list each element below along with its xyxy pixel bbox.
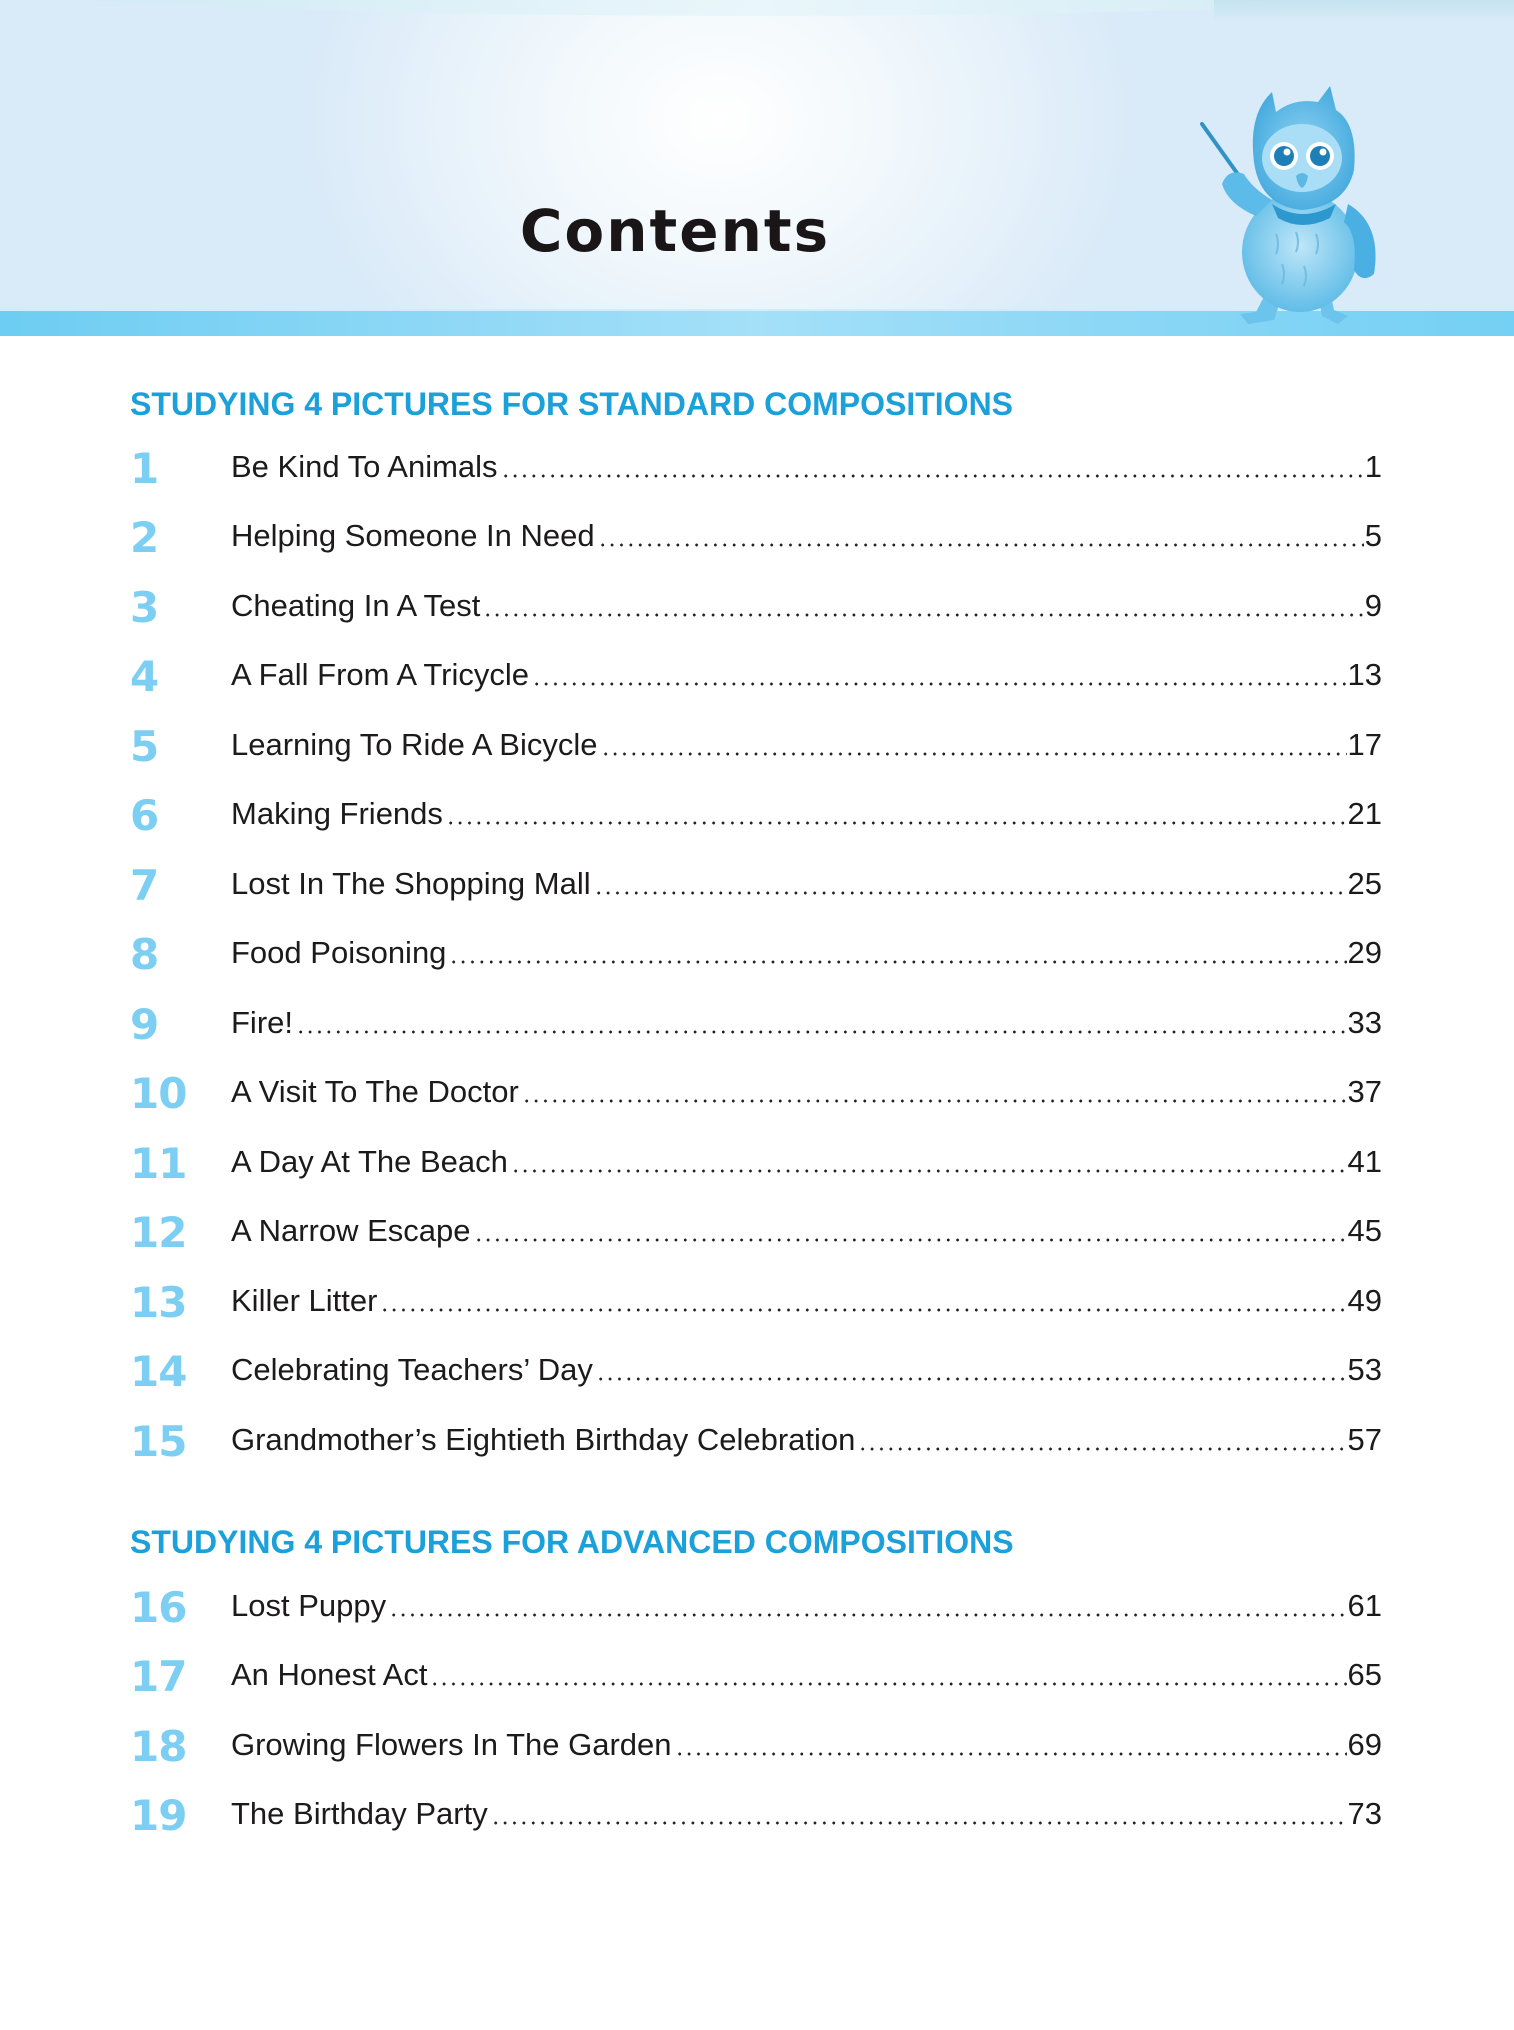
entry-page: 45	[1347, 1213, 1382, 1248]
entry-number: 11	[130, 1139, 187, 1188]
dot-leader	[532, 682, 1347, 686]
entry-title: Celebrating Teachers’ Day	[231, 1352, 593, 1387]
dot-leader	[430, 1682, 1346, 1686]
entry-page: 49	[1347, 1283, 1382, 1318]
entry-page: 69	[1347, 1727, 1382, 1762]
entry-number: 4	[130, 652, 159, 701]
entry-page: 61	[1347, 1588, 1382, 1623]
dot-leader	[594, 891, 1347, 895]
dot-leader	[511, 1169, 1347, 1173]
entry-page: 29	[1347, 935, 1382, 970]
entry-title: Cheating In A Test	[231, 588, 481, 623]
toc-entry[interactable]	[130, 1208, 1382, 1257]
toc-entry[interactable]	[130, 1278, 1382, 1327]
entry-title: The Birthday Party	[231, 1796, 488, 1831]
entry-number: 7	[130, 861, 159, 910]
dot-leader	[596, 1377, 1347, 1381]
entry-page: 21	[1347, 796, 1382, 831]
toc-entry[interactable]	[130, 1000, 1382, 1049]
dot-leader	[501, 474, 1364, 478]
toc-entry[interactable]	[130, 1417, 1382, 1466]
entry-page: 41	[1347, 1144, 1382, 1179]
dot-leader	[858, 1447, 1346, 1451]
entry-number: 18	[130, 1722, 187, 1771]
entry-title: An Honest Act	[231, 1657, 428, 1692]
entry-title: Food Poisoning	[231, 935, 447, 970]
toc-entry[interactable]	[130, 583, 1382, 632]
entry-page: 65	[1347, 1657, 1382, 1692]
dot-leader	[380, 1308, 1346, 1312]
dot-leader	[601, 752, 1347, 756]
entry-page: 1	[1364, 449, 1382, 484]
entry-number: 16	[130, 1583, 187, 1632]
dot-leader	[446, 821, 1347, 825]
toc-entry[interactable]	[130, 1652, 1382, 1701]
entry-page: 37	[1347, 1074, 1382, 1109]
dot-leader	[483, 613, 1363, 617]
toc-entry[interactable]	[130, 722, 1382, 771]
entry-number: 8	[130, 930, 159, 979]
dot-leader	[449, 960, 1346, 964]
dot-leader	[491, 1821, 1347, 1825]
toc-entry[interactable]	[130, 1347, 1382, 1396]
entry-number: 2	[130, 513, 159, 562]
entry-number: 15	[130, 1417, 187, 1466]
entry-number: 1	[130, 444, 159, 493]
toc-entry[interactable]	[130, 1791, 1382, 1840]
toc-entry[interactable]	[130, 652, 1382, 701]
section-heading-standard: STUDYING 4 PICTURES FOR STANDARD COMPOSITIONS	[130, 386, 1014, 422]
entry-number: 13	[130, 1278, 187, 1327]
entry-title: Lost Puppy	[231, 1588, 387, 1623]
owl-mascot-icon	[1198, 84, 1418, 336]
entry-page: 13	[1347, 657, 1382, 692]
entry-number: 6	[130, 791, 159, 840]
toc-entry[interactable]	[130, 1583, 1382, 1632]
entry-number: 5	[130, 722, 159, 771]
toc-entry[interactable]	[130, 1722, 1382, 1771]
entry-number: 9	[130, 1000, 159, 1049]
entry-title: A Day At The Beach	[231, 1144, 508, 1179]
dot-leader	[296, 1030, 1347, 1034]
entry-title: A Visit To The Doctor	[231, 1074, 519, 1109]
toc-entry[interactable]	[130, 513, 1382, 562]
toc-entry[interactable]	[130, 444, 1382, 493]
entry-page: 5	[1364, 518, 1382, 553]
entry-number: 17	[130, 1652, 187, 1701]
entry-title: A Narrow Escape	[231, 1213, 471, 1248]
entry-title: Helping Someone In Need	[231, 518, 595, 553]
entry-page: 53	[1347, 1352, 1382, 1387]
entry-title: Growing Flowers In The Garden	[231, 1727, 672, 1762]
entry-title: Be Kind To Animals	[231, 449, 498, 484]
header-decoration	[1214, 0, 1514, 22]
toc-entry[interactable]	[130, 791, 1382, 840]
entry-title: Grandmother’s Eightieth Birthday Celebration	[231, 1422, 856, 1457]
dot-leader	[474, 1238, 1347, 1242]
toc-entry[interactable]	[130, 930, 1382, 979]
section-heading-advanced: STUDYING 4 PICTURES FOR ADVANCED COMPOSITIONS	[130, 1524, 1014, 1560]
entry-title: Making Friends	[231, 796, 443, 831]
dot-leader	[675, 1752, 1347, 1756]
dot-leader	[598, 543, 1364, 547]
entry-page: 73	[1347, 1796, 1382, 1831]
dot-leader	[522, 1099, 1347, 1103]
entry-title: A Fall From A Tricycle	[231, 657, 530, 692]
toc-entry[interactable]	[130, 1139, 1382, 1188]
entry-number: 10	[130, 1069, 187, 1118]
entry-page: 9	[1364, 588, 1382, 623]
entry-title: Lost In The Shopping Mall	[231, 866, 591, 901]
entry-number: 12	[130, 1208, 187, 1257]
entry-page: 33	[1347, 1005, 1382, 1040]
entry-title: Learning To Ride A Bicycle	[231, 727, 598, 762]
toc-entry[interactable]	[130, 861, 1382, 910]
entry-number: 19	[130, 1791, 187, 1840]
entry-number: 3	[130, 583, 159, 632]
entry-number: 14	[130, 1347, 187, 1396]
entry-title: Killer Litter	[231, 1283, 378, 1318]
page-title: Contents	[519, 197, 831, 265]
entry-page: 25	[1347, 866, 1382, 901]
entry-page: 17	[1347, 727, 1382, 762]
entry-page: 57	[1347, 1422, 1382, 1457]
toc-entry[interactable]	[130, 1069, 1382, 1118]
entry-title: Fire!	[231, 1005, 293, 1040]
dot-leader	[389, 1613, 1346, 1617]
